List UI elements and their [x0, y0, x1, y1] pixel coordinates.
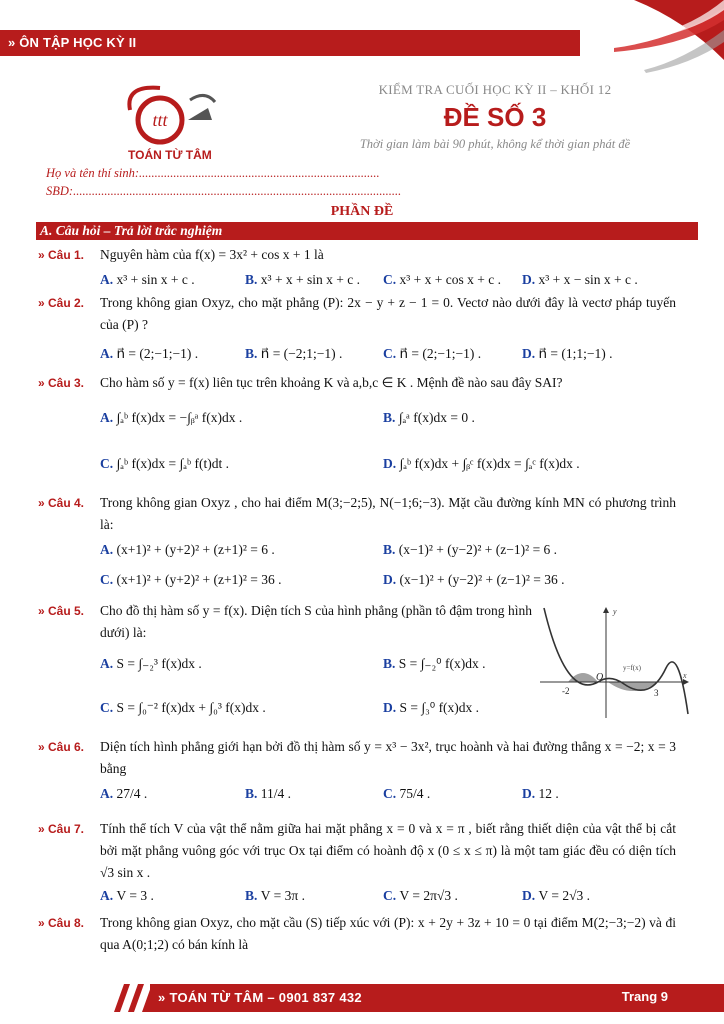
- question-number: » Câu 7.: [38, 822, 85, 836]
- question-text: Nguyên hàm của f(x) = 3x² + cos x + 1 là: [100, 247, 324, 262]
- question-number: » Câu 5.: [38, 604, 85, 618]
- curve-f: [544, 608, 688, 714]
- exam-title: ĐỀ SỐ 3: [443, 102, 547, 132]
- option-2b[interactable]: B. n⃗ = (−2;1;−1) .: [245, 346, 343, 361]
- section-a-title: A. Câu hỏi – Trả lời trắc nghiệm: [40, 223, 223, 238]
- option-3b[interactable]: B. ∫ₐᵃ f(x)dx = 0 .: [383, 410, 475, 425]
- section-tag: » ÔN TẬP HỌC KỲ II: [8, 35, 137, 50]
- option-2d[interactable]: D. n⃗ = (1;1;−1) .: [522, 346, 613, 361]
- question-number: » Câu 8.: [38, 916, 85, 930]
- corner-decoration-icon: [574, 0, 724, 80]
- part-title: PHẦN ĐỀ: [330, 204, 394, 219]
- option-5b[interactable]: B. S = ∫₋₂⁰ f(x)dx .: [383, 656, 486, 671]
- option-1b[interactable]: B. x³ + x + sin x + c .: [245, 272, 361, 287]
- tick-3: 3: [654, 688, 659, 698]
- section-banner: [0, 30, 580, 56]
- section-a-banner: [36, 222, 698, 240]
- tick-neg2: -2: [562, 686, 570, 696]
- option-4b[interactable]: B. (x−1)² + (y−2)² + (z−1)² = 6 .: [383, 542, 558, 557]
- origin-label: O: [596, 672, 604, 683]
- option-2c[interactable]: C. n⃗ = (2;−1;−1) .: [383, 346, 482, 361]
- option-1a[interactable]: A. x³ + sin x + c .: [100, 272, 195, 287]
- question-text: Cho hàm số y = f(x) liên tục trên khoảng K và a,b,c ∈ K . Mệnh đề nào sau đây SAI?: [100, 375, 563, 390]
- function-graph: [538, 604, 696, 722]
- footer-text: » TOÁN TỪ TÂM – 0901 837 432: [158, 990, 362, 1005]
- exam-heading: [330, 82, 660, 152]
- footer: [0, 984, 724, 1012]
- option-3c[interactable]: C. ∫ₐᵇ f(x)dx = ∫ₐᵇ f(t)dt .: [100, 456, 229, 471]
- question-number: » Câu 2.: [38, 296, 85, 310]
- y-axis-label: y: [613, 607, 617, 616]
- option-1c[interactable]: C. x³ + x + cos x + c .: [383, 272, 502, 287]
- option-6b[interactable]: B. 11/4 .: [245, 786, 292, 801]
- student-id-field: SBD:.........................................................................................................: [46, 184, 402, 198]
- question-number: » Câu 6.: [38, 740, 85, 754]
- option-5a[interactable]: A. S = ∫₋₂³ f(x)dx .: [100, 656, 202, 671]
- exam-subtitle: KIỂM TRA CUỐI HỌC KỲ II – KHỐI 12: [378, 82, 612, 97]
- logo-text: TOÁN TỪ TÂM: [128, 148, 212, 162]
- curve-label: y=f(x): [623, 664, 641, 672]
- question-number: » Câu 1.: [38, 248, 85, 262]
- question-text: Tính thể tích V của vật thể nằm giữa hai mặt phẳng x = 0 và x = π , biết rằng thiết diện của vật thể bị cắt bởi mặt phẳng vuông góc với trục Ox tại điểm có hoành độ x (0 ≤ x ≤ π) là một tam giác đều có diện tích √3 sin x .: [100, 821, 676, 880]
- svg-text:ttt: ttt: [152, 110, 168, 130]
- option-5c[interactable]: C. S = ∫₀⁻² f(x)dx + ∫₀³ f(x)dx .: [100, 700, 266, 715]
- option-1d[interactable]: D. x³ + x − sin x + c .: [522, 272, 638, 287]
- exam-time: Thời gian làm bài 90 phút, không kể thời gian phát đề: [359, 137, 631, 151]
- x-axis-label: x: [683, 671, 687, 680]
- footer-bar: [150, 984, 724, 1012]
- question-text: Trong không gian Oxyz, cho mặt cầu (S) tiếp xúc với (P): x + 2y + 3z + 10 = 0 tại điểm M(2;−3;−2) và đi qua A(0;1;2) có bán kính là: [100, 915, 676, 952]
- shaded-region-right: [608, 682, 658, 691]
- option-4d[interactable]: D. (x−1)² + (y−2)² + (z−1)² = 36 .: [383, 572, 565, 587]
- question-text: Trong không gian Oxyz , cho hai điểm M(3;−2;5), N(−1;6;−3). Mặt cầu đường kính MN có phương trình là:: [100, 495, 676, 532]
- question-text: Cho đồ thị hàm số y = f(x). Diện tích S của hình phẳng (phần tô đậm trong hình dưới) là:: [100, 603, 532, 640]
- option-7b[interactable]: B. V = 3π .: [245, 888, 305, 903]
- option-6c[interactable]: C. 75/4 .: [383, 786, 431, 801]
- question-text: Diện tích hình phẳng giới hạn bởi đồ thị hàm số y = x³ − 3x², trục hoành và hai đường thẳng x = −2; x = 3 bằng: [100, 739, 676, 776]
- question-text: Trong không gian Oxyz, cho mặt phẳng (P): 2x − y + z − 1 = 0. Vectơ nào dưới đây là vectơ pháp tuyến của (P) ?: [100, 295, 676, 332]
- option-7d[interactable]: D. V = 2√3 .: [522, 888, 591, 903]
- option-6a[interactable]: A. 27/4 .: [100, 786, 148, 801]
- option-7a[interactable]: A. V = 3 .: [100, 888, 154, 903]
- option-6d[interactable]: D. 12 .: [522, 786, 559, 801]
- option-4a[interactable]: A. (x+1)² + (y+2)² + (z+1)² = 6 .: [100, 542, 275, 557]
- option-3d[interactable]: D. ∫ₐᵇ f(x)dx + ∫ᵦᶜ f(x)dx = ∫ₐᶜ f(x)dx .: [383, 456, 580, 471]
- question-number: » Câu 4.: [38, 496, 85, 510]
- option-4c[interactable]: C. (x+1)² + (y+2)² + (z+1)² = 36 .: [100, 572, 282, 587]
- option-5d[interactable]: D. S = ∫₃⁰ f(x)dx .: [383, 700, 480, 715]
- footer-stripes-icon: [110, 984, 154, 1012]
- page-number: Trang 9: [621, 989, 668, 1004]
- option-3a[interactable]: A. ∫ₐᵇ f(x)dx = −∫ᵦᵃ f(x)dx .: [100, 410, 243, 425]
- option-7c[interactable]: C. V = 2π√3 .: [383, 888, 458, 903]
- student-name-field: Họ và tên thí sinh:.............................................................................: [46, 166, 380, 180]
- question-number: » Câu 3.: [38, 376, 85, 390]
- option-2a[interactable]: A. n⃗ = (2;−1;−1) .: [100, 346, 199, 361]
